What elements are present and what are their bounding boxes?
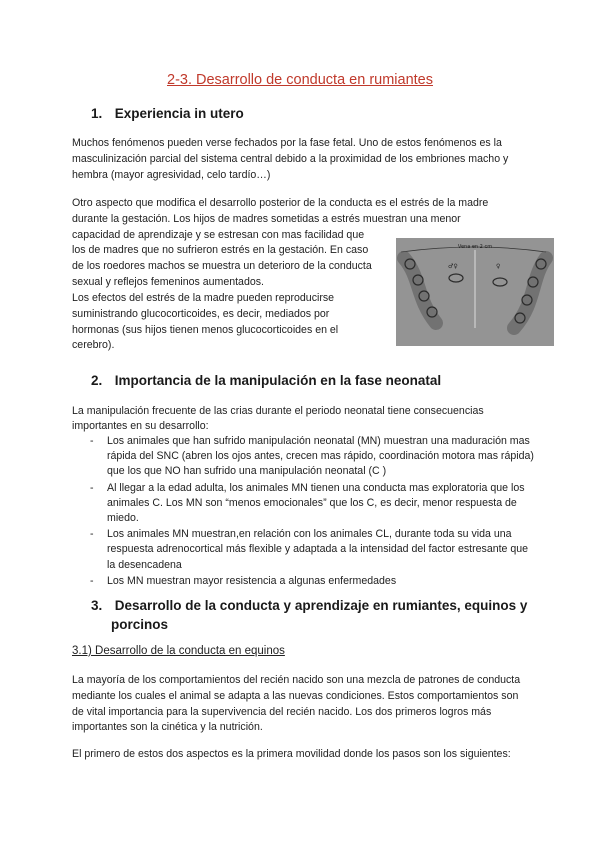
section-heading-1	[91, 106, 244, 121]
section-number: 1.	[91, 106, 103, 121]
bullet-dash: -	[90, 481, 94, 494]
list-item	[72, 434, 534, 480]
figure-label-left: ♂♀	[448, 263, 458, 270]
list-item	[72, 574, 534, 589]
paragraph: La mayoría de los comportamientos del recién nacido son una mezcla de patrones de conducta mediante los cuales el animal se adapta a las nuevas condiciones. Estos comportamientos son de vital importancia para la supervivencia del recién nacido. Los dos primeros logros más importantes son la cinética y la nutrición.	[72, 674, 521, 734]
list-item-text: Los animales MN muestran,en relación con los animales CL, durante toda su vida una respuesta adrenocortical más flexible y adaptada a la intensidad del factor estresante que la desencadena	[107, 528, 529, 571]
section-heading-text: Experiencia in utero	[114, 106, 244, 121]
bullet-dash: -	[90, 528, 94, 541]
paragraph-line: los de madres que no sufrieron estrés en la gestación. En caso	[72, 244, 369, 257]
section-number: 2.	[91, 373, 103, 388]
paragraph-line: durante la gestación. Los hijos de madres sometidas a estrés muestran una menor	[72, 212, 461, 225]
paragraph: Los efectos del estrés de la madre pueden reproducirse suministrando glucocorticoides, es decir, mediados por hormonas (sus hijos tienen menos glucocorticoides en el cerebro).	[72, 292, 339, 352]
figure-label-top: Vena en 2 cm	[457, 244, 493, 250]
subsection-heading: 3.1) Desarrollo de la conducta en equinos	[72, 645, 285, 657]
section-heading-text: Importancia de la manipulación en la fase neonatal	[114, 373, 442, 388]
paragraph-line: de los roedores machos se muestra un deterioro de la conducta	[72, 260, 372, 273]
bullet-dash: -	[90, 574, 94, 587]
section-heading-text-cont: porcinos	[111, 617, 169, 632]
section-number: 3.	[91, 598, 103, 613]
bullet-list	[72, 434, 534, 590]
bullet-dash: -	[90, 435, 94, 447]
uterus-figure	[396, 238, 554, 346]
figure-label-right: ♀	[496, 263, 501, 270]
paragraph-line: sexual y reflejos femeninos aumentados.	[72, 275, 264, 288]
paragraph: El primero de estos dos aspectos es la primera movilidad donde los pasos son los siguientes:	[72, 748, 511, 760]
list-item	[72, 481, 534, 527]
paragraph: Muchos fenómenos pueden verse fechados por la fase fetal. Uno de estos fenómenos es la masculinización parcial del sistema central debido a la proximidad de los embriones macho y hembra (mayor agresividad, celo tardío…)	[72, 137, 509, 181]
paragraph-line: capacidad de aprendizaje y se estresan con mas facilidad que	[72, 228, 365, 241]
section-heading-text: Desarrollo de la conducta y aprendizaje en rumiantes, equinos y	[114, 598, 528, 613]
uterus-diagram	[396, 238, 554, 346]
page-title: 2-3. Desarrollo de conducta en rumiantes	[167, 72, 433, 88]
list-item-text: Los MN muestran mayor resistencia a algunas enfermedades	[107, 574, 397, 587]
list-item	[72, 527, 534, 573]
list-item-text: Los animales que han sufrido manipulación neonatal (MN) muestran una maduración mas rápida del SNC (abren los ojos antes, crecen mas rápido, coordinación motora mas rápida) que los que NO han sufrido una manipulación neonatal (C )	[107, 435, 534, 478]
section-heading-2	[91, 373, 441, 388]
paragraph-line: Otro aspecto que modifica el desarrollo posterior de la conducta es el estrés de la madre	[72, 197, 489, 209]
section-heading-3	[91, 596, 527, 634]
list-item-text: Al llegar a la edad adulta, los animales MN tienen una conducta mas exploratoria que los animales C. Los MN son “menos emocionales” que los C, es decir, menor respuesta de miedo.	[107, 481, 525, 525]
paragraph: La manipulación frecuente de las crias durante el periodo neonatal tiene consecuencias importantes en su desarrollo:	[72, 405, 484, 433]
